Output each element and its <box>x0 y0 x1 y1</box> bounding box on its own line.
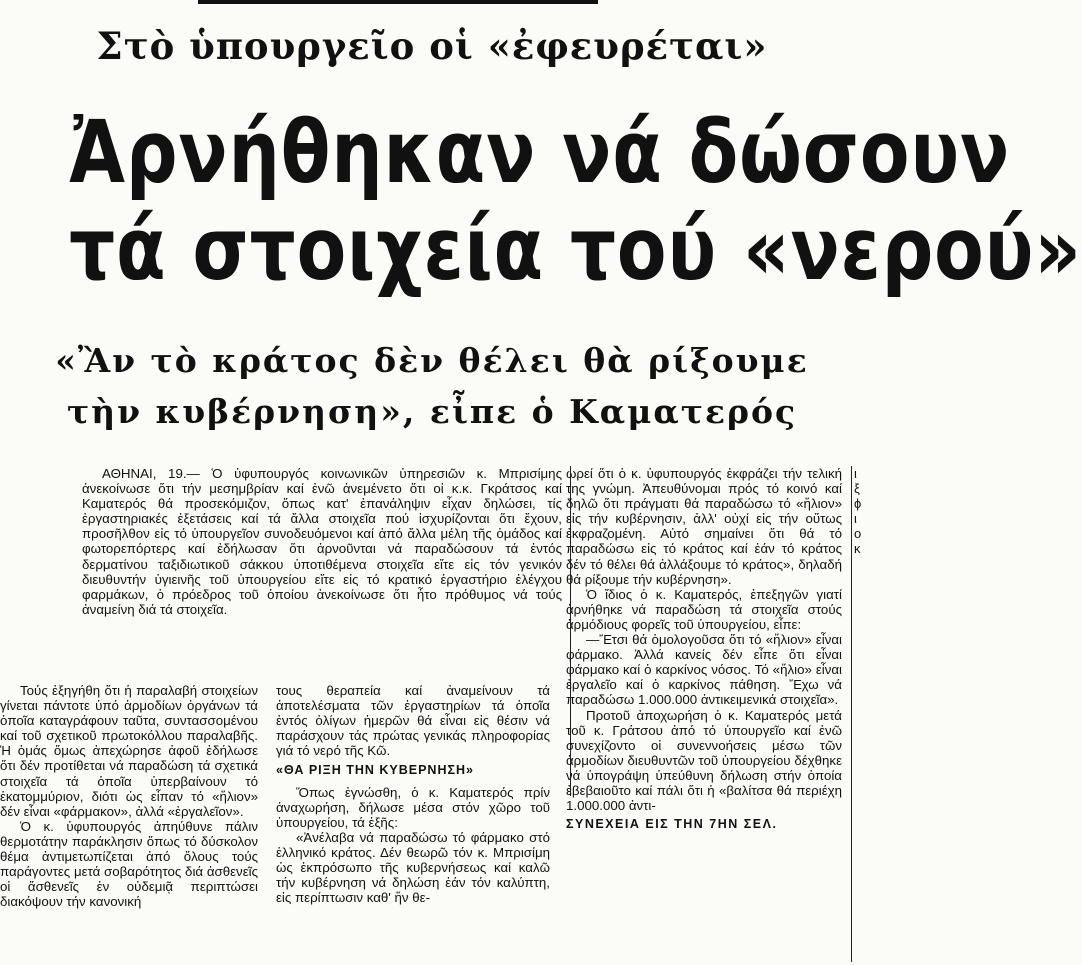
edge-fragment: ϕ <box>854 496 862 512</box>
deck-line-2: τὴν κυβέρνηση», εἶπε ὁ Καματερός <box>66 392 798 431</box>
edge-fragment: ι <box>854 511 857 527</box>
right-column-divider <box>851 466 852 962</box>
column-1-paragraph-2: Ὁ κ. ὑφυπουργός ἀπηύθυνε πάλιν θερμοτάτην παράκλησιν ὅπως τό δύσκολον θέμα ἀντιμετωπίζεται ἀπό ὅλους τούς παράγοντες μετά σοβαρότητος διά ἀσθενεῖς οἱ ἄσθενεῖς ἐν οὐδεμιᾷ περιπτώσει διακόψουν τήν κανονική <box>0 818 258 910</box>
headline-line-1: Ἀρνήθηκαν νά δώσουν <box>69 103 1010 203</box>
column-3-paragraph-3: —Ἔτσι θά ὁμολογοῦσα ὅτι τό «ἥλιον» εἶναι φάρμακο. Ἀλλά κανείς δέν εἶπε ὅτι εἶναι φάρμακο καί ὁ καρκίνος νόσος. Τό «ἥλιο» εἶναι ἐργαλεῖο καί ὁ καρκίνος πάθηση. Ἔχω νά παραδώσω 1.000.000 ἀντικειμενικά στοιχεῖα». <box>566 632 842 708</box>
kicker: Στὸ ὑπουργεῖο οἱ «ἐφευρέται» <box>96 24 768 68</box>
lead-paragraph <box>82 466 562 617</box>
deck-line-1: «Ἂν τὸ κράτος δὲν θέλει θὰ ρίξουμε <box>55 341 809 380</box>
edge-fragment: κ <box>854 541 861 557</box>
column-2-paragraph-2: «Ἀνέλαβα νά παραδώσω τό φάρμακο στό ἑλληνικό κράτος. Δέν θεωρῶ τόν κ. Μπρισίμη ὡς ἐκπρόσωπο τῆς κυβερνήσεως καί καλῶ τήν κυβέρνηση νά δηλώση ἐάν τόν καλύπτη, εἰς περίπτωσιν καθ' ἥν θε- <box>276 829 550 906</box>
column-2-continuation: τους θεραπεία καί ἀναμείνουν τά ἀποτελέσματα τῶν ἐργαστηρίων τά ὁποῖα ἐντός ὀλίγων ἡμερῶν θά εἶναι εἰς θέσιν νά παράσχουν τάς πρώτας γενικάς πληροφορίας γιά τό νερό τῆς Κῶ. <box>276 683 550 759</box>
column-1 <box>0 683 258 909</box>
edge-fragment: ι <box>854 466 857 481</box>
edge-fragment: ξ <box>854 481 860 497</box>
column-3-paragraph-2: Ὁ ἴδιος ὁ κ. Καματερός, ἐπεξηγῶν γιατί ἀρνήθηκε νά παραδώση τά στοιχεῖα στούς ἁρμόδιους φορεῖς τοῦ ὑπουργείου, εἶπε: <box>566 586 842 632</box>
continued-on-page-note: ΣΥΝΕΧΕΙΑ ΕΙΣ ΤΗΝ 7ΗΝ ΣΕΛ. <box>566 817 778 832</box>
adjacent-column-fragment <box>854 466 864 962</box>
edge-fragment: ο <box>854 526 862 542</box>
column-3-paragraph-1: ωρεί ὅτι ὁ κ. ὑφυπουργός ἐκφράζει τήν τελική της γνώμη. Ἀπευθύνομαι πρός τό κοινό καί δηλῶ ὅτι πράγματι θά παραδώσω τό «ἥλιον» εἰς τήν κυβέρνησιν, ἀλλ' οὐχί εἰς τήν οὕτως ἐκφραζομένη. Αὐτό σημαίνει ὅτι θά τό παραδώσω εἰς τό κράτος καί ἐάν τό κράτος δέν τό θέλει θά ἀλλάξουμε τό κράτος», δηλαδή θά ρίξουμε τήν κυβέρνηση». <box>566 466 842 587</box>
column-1-paragraph-1: Τούς ἐξηγήθη ὅτι ἡ παραλαβή στοιχείων γίνεται πάντοτε ὑπό ἁρμοδίων ὀργάνων τά ὁποῖα καταγράφουν ταῦτα, συντασσομένου καί τοῦ σχετικοῦ πρωτοκόλλου παραλαβῆς. Ἡ ὁμάς ὅμως ἀπεχώρησε ἀφοῦ ἐδήλωσε ὅτι δέν προτίθεται νά παραδώση τά σχετικά στοιχεῖα τά ὁποῖα ὑπερβαίνουν τό ἑκατομμύριον, διότι ὡς εἶπαν τό «ἥλιον» δέν εἶναι «φάρμακον», ἀλλά «ἐργαλεῖον». <box>0 683 258 819</box>
column-2 <box>276 683 550 905</box>
top-rule <box>198 0 598 4</box>
column-3-paragraph-4: Προτοῦ ἀποχωρήση ὁ κ. Καματερός μετά τοῦ κ. Γράτσου ἀπό τό ὑπουργεῖο καί ἐνῶ συνεχίζοντο οἱ συνεννοήσεις μέσω τῶν ἁρμοδίων διευθυντῶν τοῦ ὑπουργείου δέχθηκε νά ὑπογράψη ὑπεύθυνη δήλωση στήν ὁποία ἐβεβαιοῦτο καί πάλι ὅτι ἡ «βαλίτσα θά περιέχη 1.000.000 ἀντι- <box>566 707 842 814</box>
headline-line-2: τά στοιχεία τού «νερού» <box>69 200 1082 300</box>
lead-text: ΑΘΗΝΑΙ, 19.— Ὁ ὑφυπουργός κοινωνικῶν ὑπηρεσιῶν κ. Μπρισίμης ἀνεκοίνωσε ὅτι τήν μεσημβρίαν καί ἐνῶ ἀνεμένετο ὅτι οἱ κ.κ. Γκράτσος καί Καματερός θά προσεκόμιζον, ὅπως κατ' ἐπανάληψιν εἶχαν δηλώσει, τίς ἐργαστηριακές ἐξετάσεις καί τά ἄλλα στοιχεῖα πού ἰσχυρίζονται ὅτι ἔχουν, προσῆλθον εἰς τό ὑπουργεῖον συνοδευόμενοι καί ἀπό ἄλλα μέλη τῆς ὁμάδος καί φωτορεπόρτερς καί ἐδήλωσαν ὅτι ἀρνοῦνται νά παραδώσουν τά ἐντός δερματίνου ταξιδιωτικοῦ σάκκου ὑποτιθέμενα στοιχεῖα εἴτε εἰς τόν γενικόν διευθυντήν ὑγιεινῆς τοῦ ὑπουργείου εἴτε εἰς τό κρατικό ἐργαστήριο ἐλέγχου φαρμάκων, ὁ πρόεδρος τοῦ ὁποίου ἀνεκοίνωσε ὅτι ἦτο πρόθυμος νά τούς ἀναμείνη διά τά στοιχεῖα. <box>82 466 562 617</box>
subheading: «ΘΑ ΡΙΞΗ ΤΗΝ ΚΥΒΕΡΝΗΣΗ» <box>276 763 474 778</box>
column-2-paragraph-1: Ὅπως ἐγνώσθη, ὁ κ. Καματερός πρίν ἀναχωρήση, δήλωσε μέσα στόν χῶρο τοῦ ὑπουργείου, τά ἑξῆς: <box>276 784 550 830</box>
column-3 <box>566 466 842 832</box>
